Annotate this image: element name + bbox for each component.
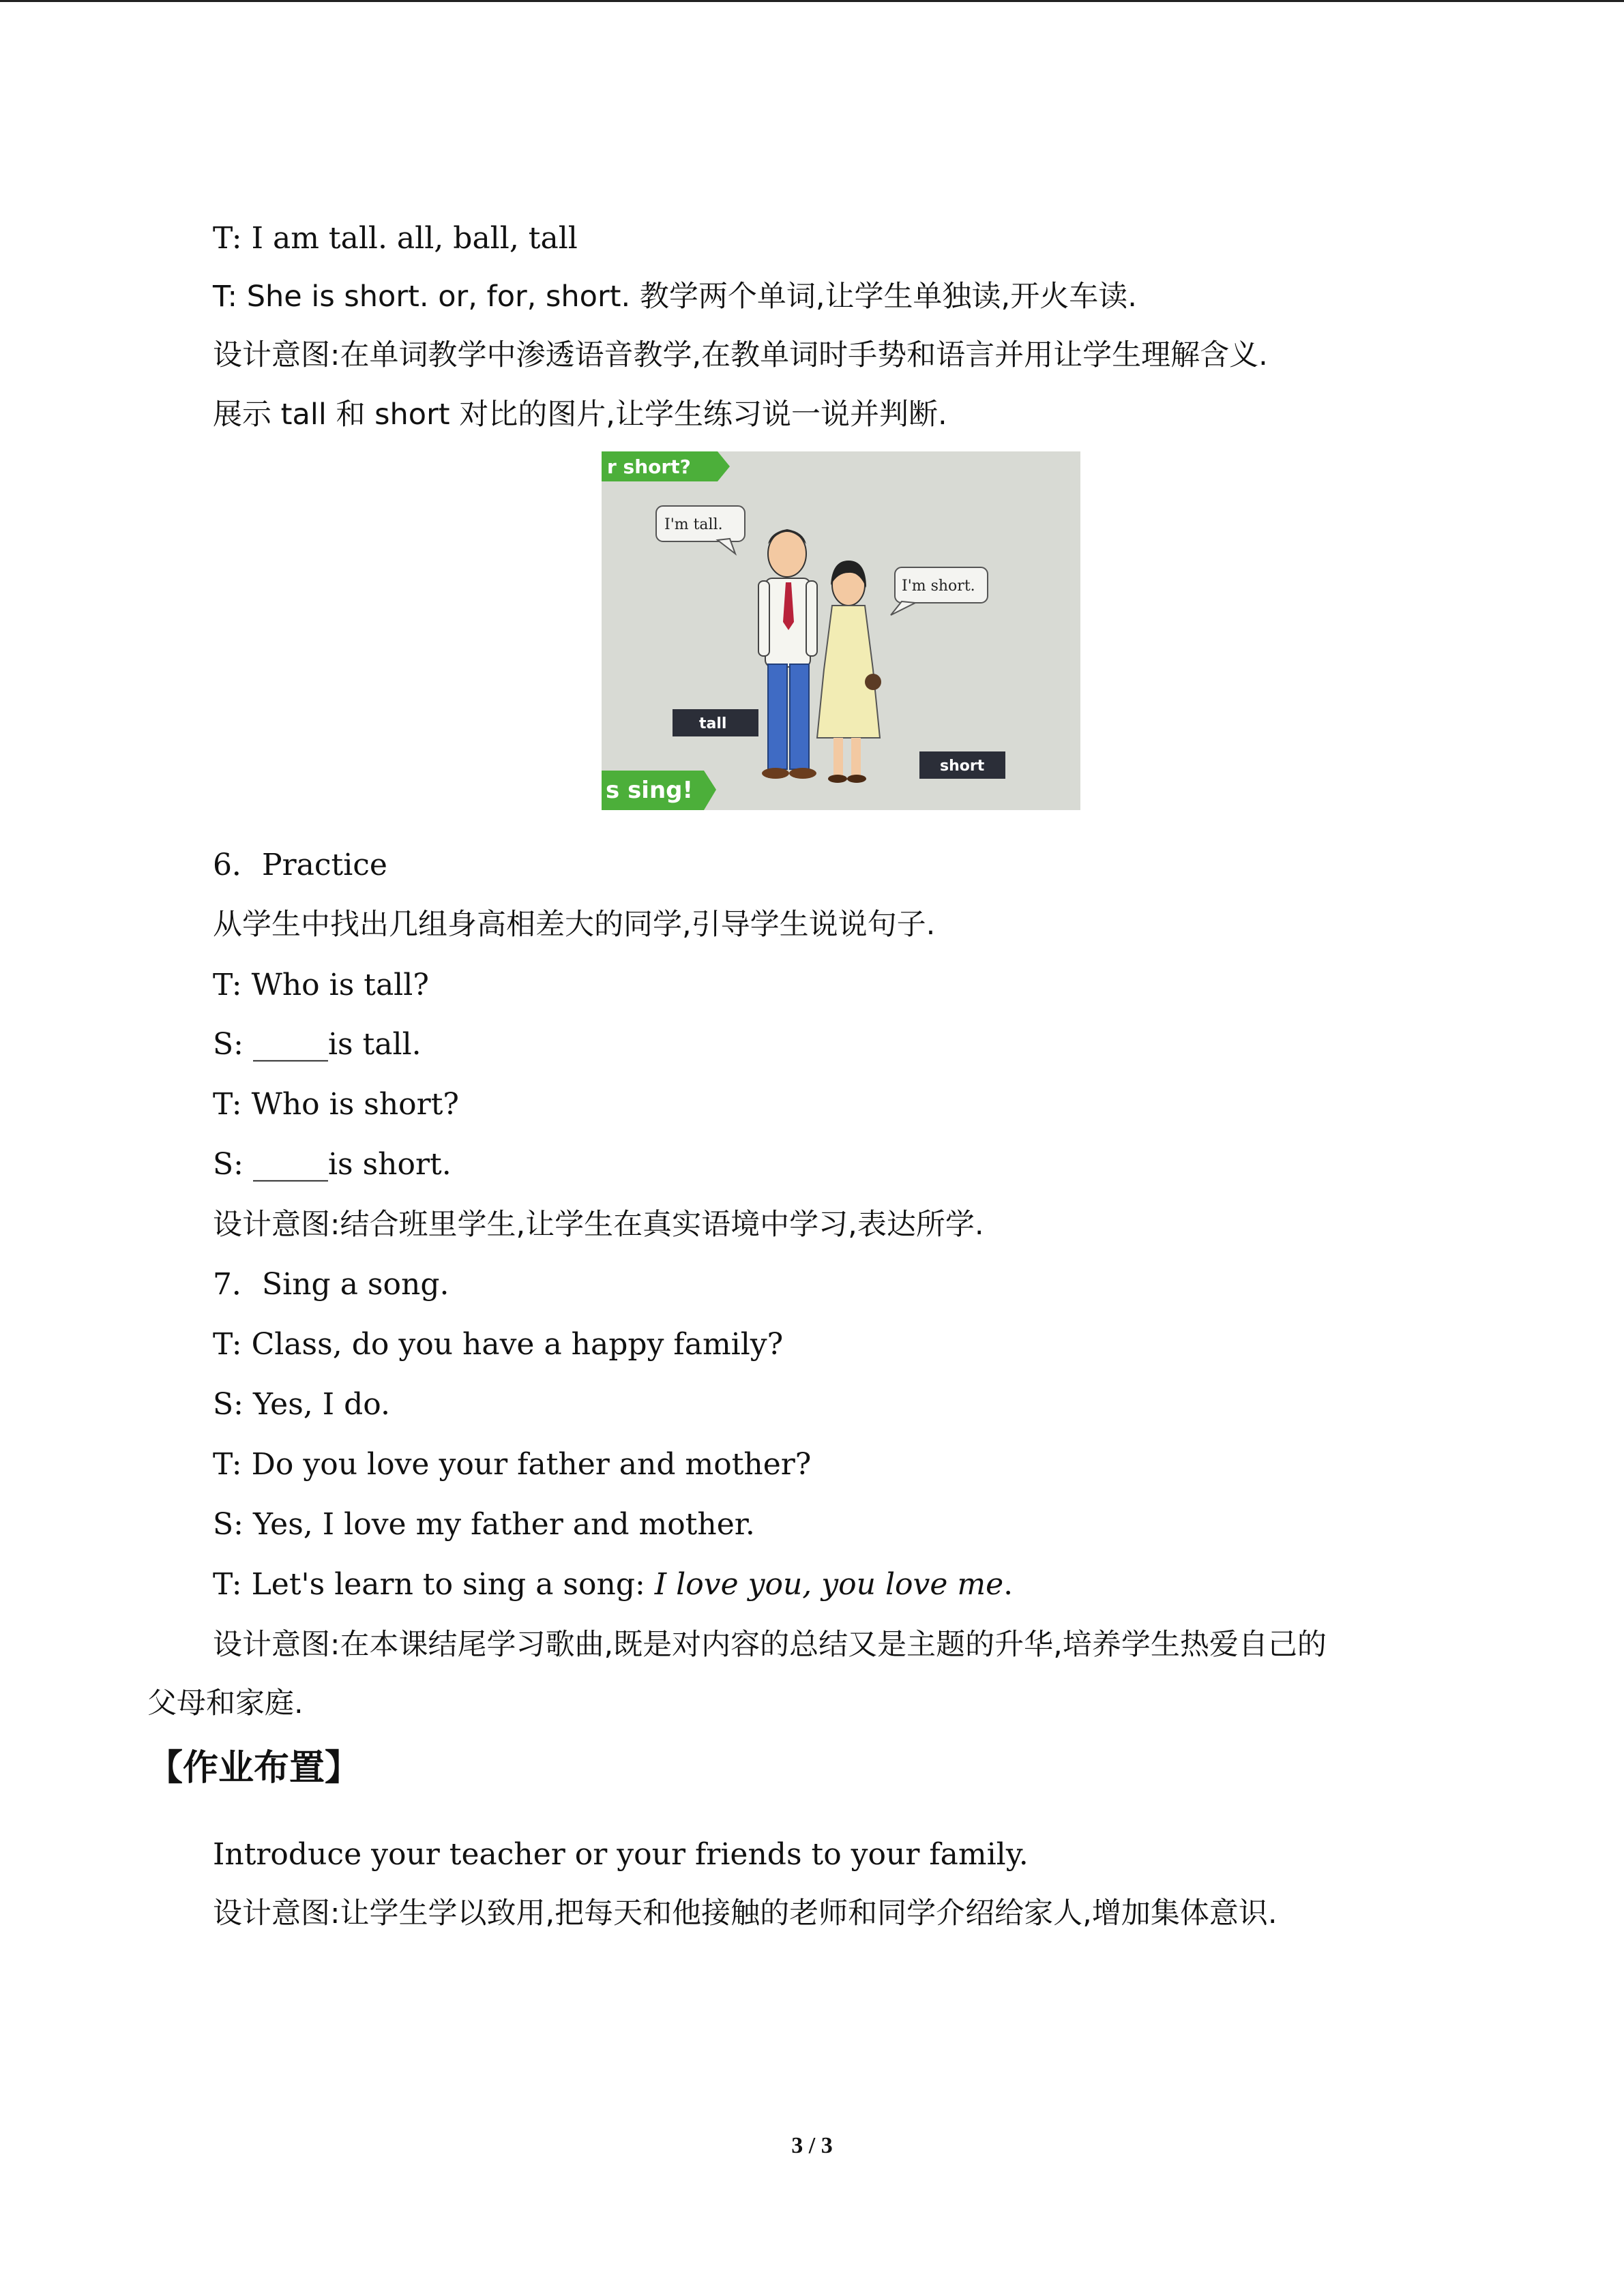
- text-line: 从学生中找出几组身高相差大的同学,引导学生说说句子.: [213, 908, 936, 942]
- text-prefix: T: Let's learn to sing a song:: [213, 1567, 655, 1602]
- label-short-text: short: [940, 758, 985, 775]
- banner-bottom-text: s sing!: [606, 777, 694, 804]
- text-line: T: Class, do you have a happy family?: [213, 1327, 784, 1362]
- text-line: 父母和家庭.: [147, 1686, 304, 1720]
- text-line: S: _____is short.: [213, 1147, 452, 1182]
- text-line: 设计意图:结合班里学生,让学生在真实语境中学习,表达所学.: [213, 1208, 984, 1242]
- text-suffix: .: [1003, 1567, 1014, 1602]
- banner-top-text: r short?: [607, 456, 691, 478]
- text-line: 设计意图:在单词教学中渗透语音教学,在教单词时手势和语言并用让学生理解含义.: [213, 338, 1268, 372]
- text-line: T: Do you love your father and mother?: [213, 1447, 812, 1482]
- tall-short-illustration: [602, 451, 1080, 810]
- text-line: 展示 tall 和 short 对比的图片,让学生练习说一说并判断.: [213, 398, 947, 432]
- text-line: 设计意图:让学生学以致用,把每天和他接触的老师和同学介绍给家人,增加集体意识.: [213, 1896, 1278, 1930]
- bubble-short-text: I'm short.: [902, 578, 975, 595]
- text-line: S: Yes, I do.: [213, 1387, 391, 1422]
- text-line: Introduce your teacher or your friends to your family.: [213, 1837, 1029, 1872]
- section-title-practice: 6．Practice: [213, 848, 387, 882]
- homework-heading: 【作业布置】: [147, 1748, 361, 1789]
- bubble-tall-text: I'm tall.: [664, 516, 723, 533]
- label-tall-text: tall: [699, 715, 727, 732]
- text-line: T: I am tall. all, ball, tall: [213, 221, 578, 256]
- text-line: T: Who is short?: [213, 1087, 459, 1122]
- song-title: I love you, you love me: [654, 1567, 1004, 1602]
- text-line: T: She is short. or, for, short. 教学两个单词,让学生单独读,开火车读.: [213, 280, 1137, 314]
- text-line: [213, 1564, 1013, 1605]
- section-title-sing: 7．Sing a song.: [213, 1267, 449, 1302]
- top-border: [0, 0, 1624, 2]
- text-line: 设计意图:在本课结尾学习歌曲,既是对内容的总结又是主题的升华,培养学生热爱自己的: [213, 1628, 1327, 1662]
- text-line: S: _____is tall.: [213, 1027, 422, 1062]
- text-line: S: Yes, I love my father and mother.: [213, 1507, 755, 1542]
- text-line: T: Who is tall?: [213, 968, 429, 1002]
- page-number: 3 / 3: [791, 2133, 833, 2158]
